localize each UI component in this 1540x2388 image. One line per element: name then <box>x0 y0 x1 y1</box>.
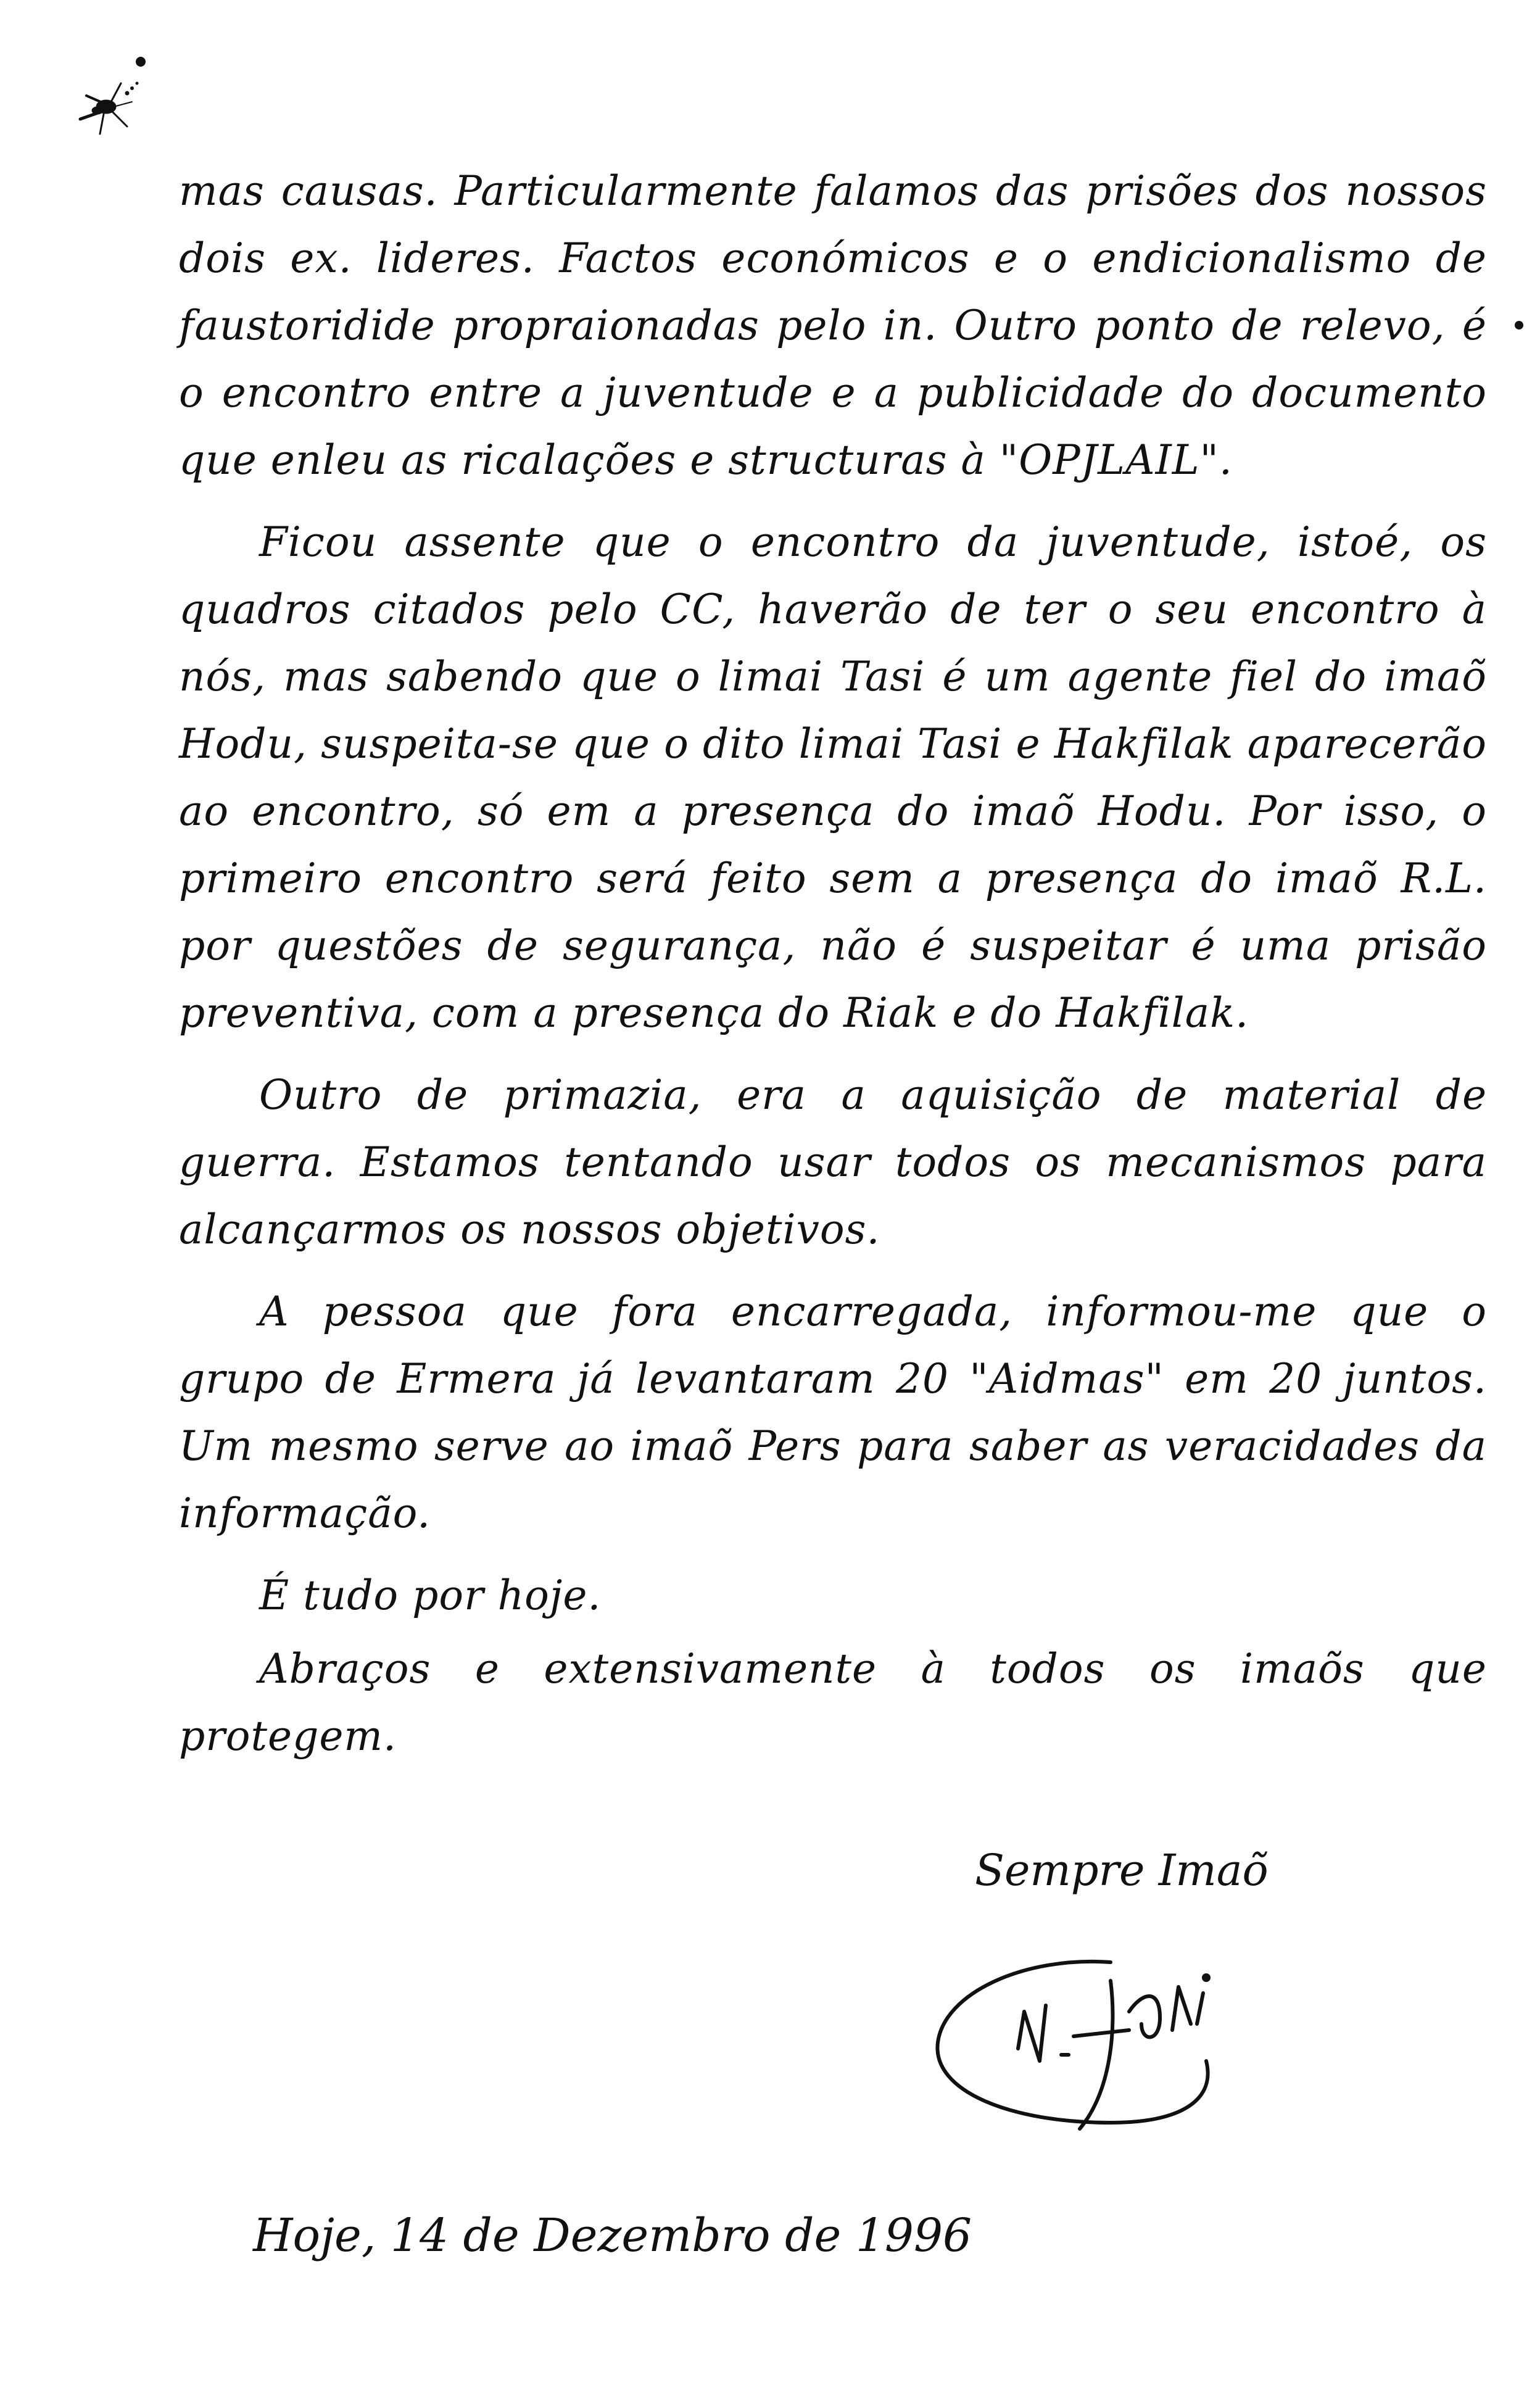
letter-paragraph: Ficou assente que o encontro da juventude, istoé, os quadros citados pelo CC, haverão de ter o seu encontro à nós, mas sabendo que o limai Tasi é um agente fiel do imaõ Hodu, suspeita-se que o dito limai Tasi e Hakfilak aparecerão ao encontro, só em a presença do imaõ Hodu. Por isso, o primeiro encontro será feito sem a presença do imaõ R.L. por questões de segurança, não é suspeitar é uma prisão preventiva, com a presença do Riak e do Hakfilak. <box>179 518 1487 1037</box>
letter-paragraph: Outro de primazia, era a aquisição de material de guerra. Estamos tentando usar todos os mecanismos para alcançarmos os nossos objetivos. <box>179 1071 1487 1253</box>
letter-paragraph: É tudo por hoje. <box>259 1572 602 1619</box>
letter-paragraph: Abraços e extensivamente à todos os imaõs que protegem. <box>179 1645 1487 1760</box>
letter-closing: Sempre Imaõ <box>975 1845 1269 1896</box>
letter-date: Hoje, 14 de Dezembro de 1996 <box>253 2209 972 2262</box>
ink-dot <box>1515 321 1523 330</box>
letter-paragraph: mas causas. Particularmente falamos das prisões dos nossos dois ex. lideres. Factos económicos e o endicionalismo de faustoridide propraionadas pelo in. Outro ponto de relevo, é o encontro entre a juventude e a publicidade do documento que enleu as ricalações e structuras à "OPJLAIL". <box>179 167 1487 484</box>
letter-body <box>179 157 1487 1776</box>
letter-paragraph: A pessoa que fora encarregada, informou-me que o grupo de Ermera já levantaram 20 "Aidmas" em 20 juntos. Um mesmo serve ao imaõ Pers para saber as veracidades da informação. <box>179 1288 1487 1537</box>
ink-blot-mark <box>68 59 167 139</box>
handwritten-signature <box>925 1938 1394 2141</box>
ink-dot <box>136 57 146 67</box>
